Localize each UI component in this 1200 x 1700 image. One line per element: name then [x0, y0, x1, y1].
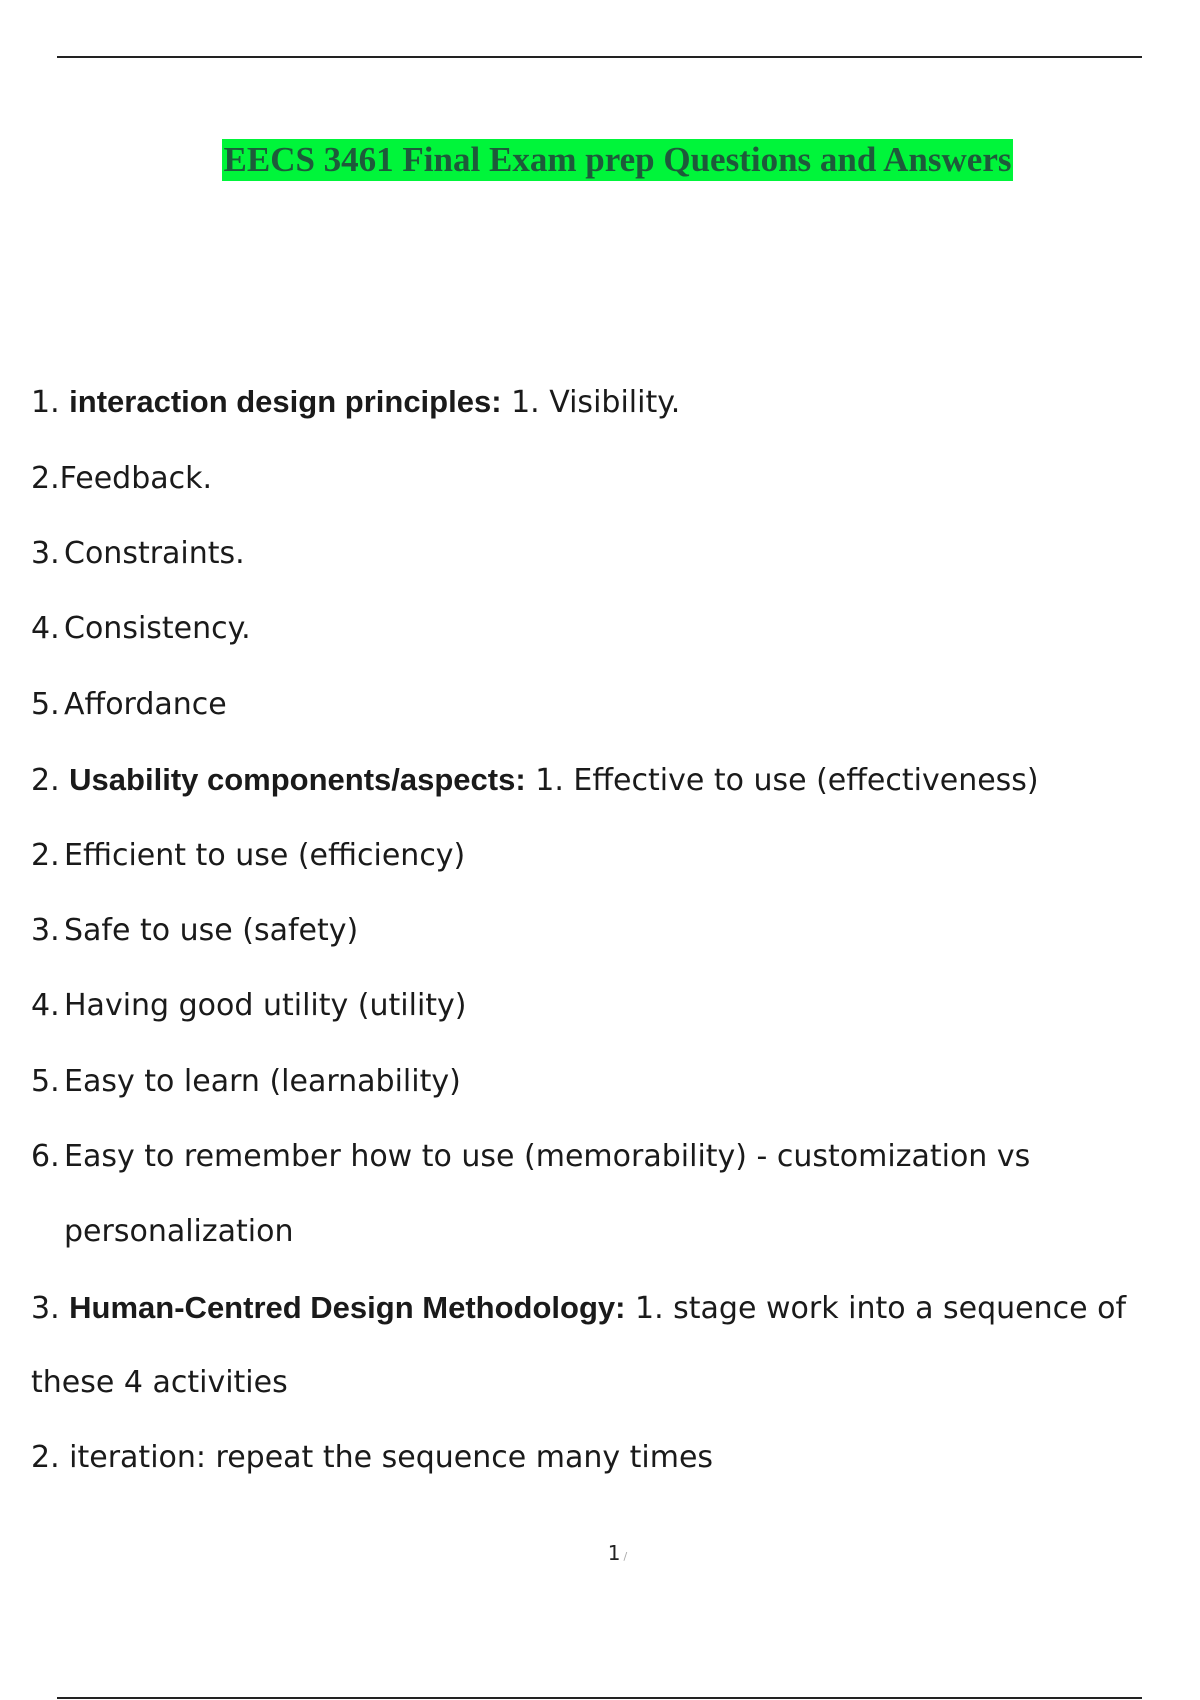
question-term: interaction design principles:: [69, 384, 502, 419]
question-number: 3.: [31, 1291, 60, 1326]
answer-line: [31, 838, 465, 874]
answer-line: [31, 988, 467, 1024]
answer-item: Affordance: [64, 687, 227, 722]
answer-line: [31, 1064, 461, 1100]
question-number: 1.: [31, 385, 60, 420]
answer-item: these 4 activities: [31, 1365, 288, 1400]
answer-line: [31, 1440, 713, 1476]
question-term: Usability components/aspects:: [69, 762, 526, 797]
answer-line: [31, 461, 212, 497]
answer-item: 2. iteration: repeat the sequence many times: [31, 1440, 714, 1475]
question-term: Human-Centred Design Methodology:: [69, 1290, 626, 1325]
answer-item: Easy to learn (learnability): [64, 1064, 461, 1099]
answer-item: Consistency.: [64, 611, 251, 646]
answer-item: Safe to use (safety): [64, 913, 359, 948]
answer-item: Efficient to use (efficiency): [64, 838, 466, 873]
question-1: [31, 384, 680, 421]
question-3: [31, 1290, 1126, 1327]
title-container: [0, 139, 1200, 181]
answer-line: [31, 687, 227, 723]
answer-continuation: [64, 1214, 293, 1250]
item-number: 6.: [31, 1139, 60, 1174]
answer-item: 1. Visibility.: [511, 385, 681, 420]
answer-item: 2.Feedback.: [31, 461, 213, 496]
answer-item: Easy to remember how to use (memorability) - customization vs: [64, 1139, 1031, 1174]
top-rule: [57, 56, 1142, 58]
answer-item: personalization: [64, 1214, 294, 1249]
bottom-rule: [57, 1697, 1142, 1699]
answer-item: 1. Effective to use (effectiveness): [535, 763, 1039, 798]
answer-item: Having good utility (utility): [64, 988, 467, 1023]
item-number: 3.: [31, 536, 60, 571]
item-number: 3.: [31, 913, 60, 948]
question-number: 2.: [31, 763, 60, 798]
item-number: 2.: [31, 838, 60, 873]
answer-item: Constraints.: [64, 536, 245, 571]
page-number: [0, 1541, 1200, 1565]
answer-line: [31, 611, 251, 647]
page-number-value: 1: [607, 1541, 621, 1565]
item-number: 4.: [31, 988, 60, 1023]
item-number: 5.: [31, 687, 60, 722]
item-number: 5.: [31, 1064, 60, 1099]
page-title: EECS 3461 Final Exam prep Questions and Answers: [223, 140, 1012, 179]
answer-line: [31, 913, 358, 949]
question-2: [31, 762, 1039, 799]
answer-item: 1. stage work into a sequence of: [635, 1291, 1127, 1326]
item-number: 4.: [31, 611, 60, 646]
answer-line: [31, 536, 245, 572]
page-number-suffix: /: [623, 1550, 628, 1563]
answer-continuation: [31, 1365, 288, 1401]
answer-line: [31, 1139, 1030, 1175]
